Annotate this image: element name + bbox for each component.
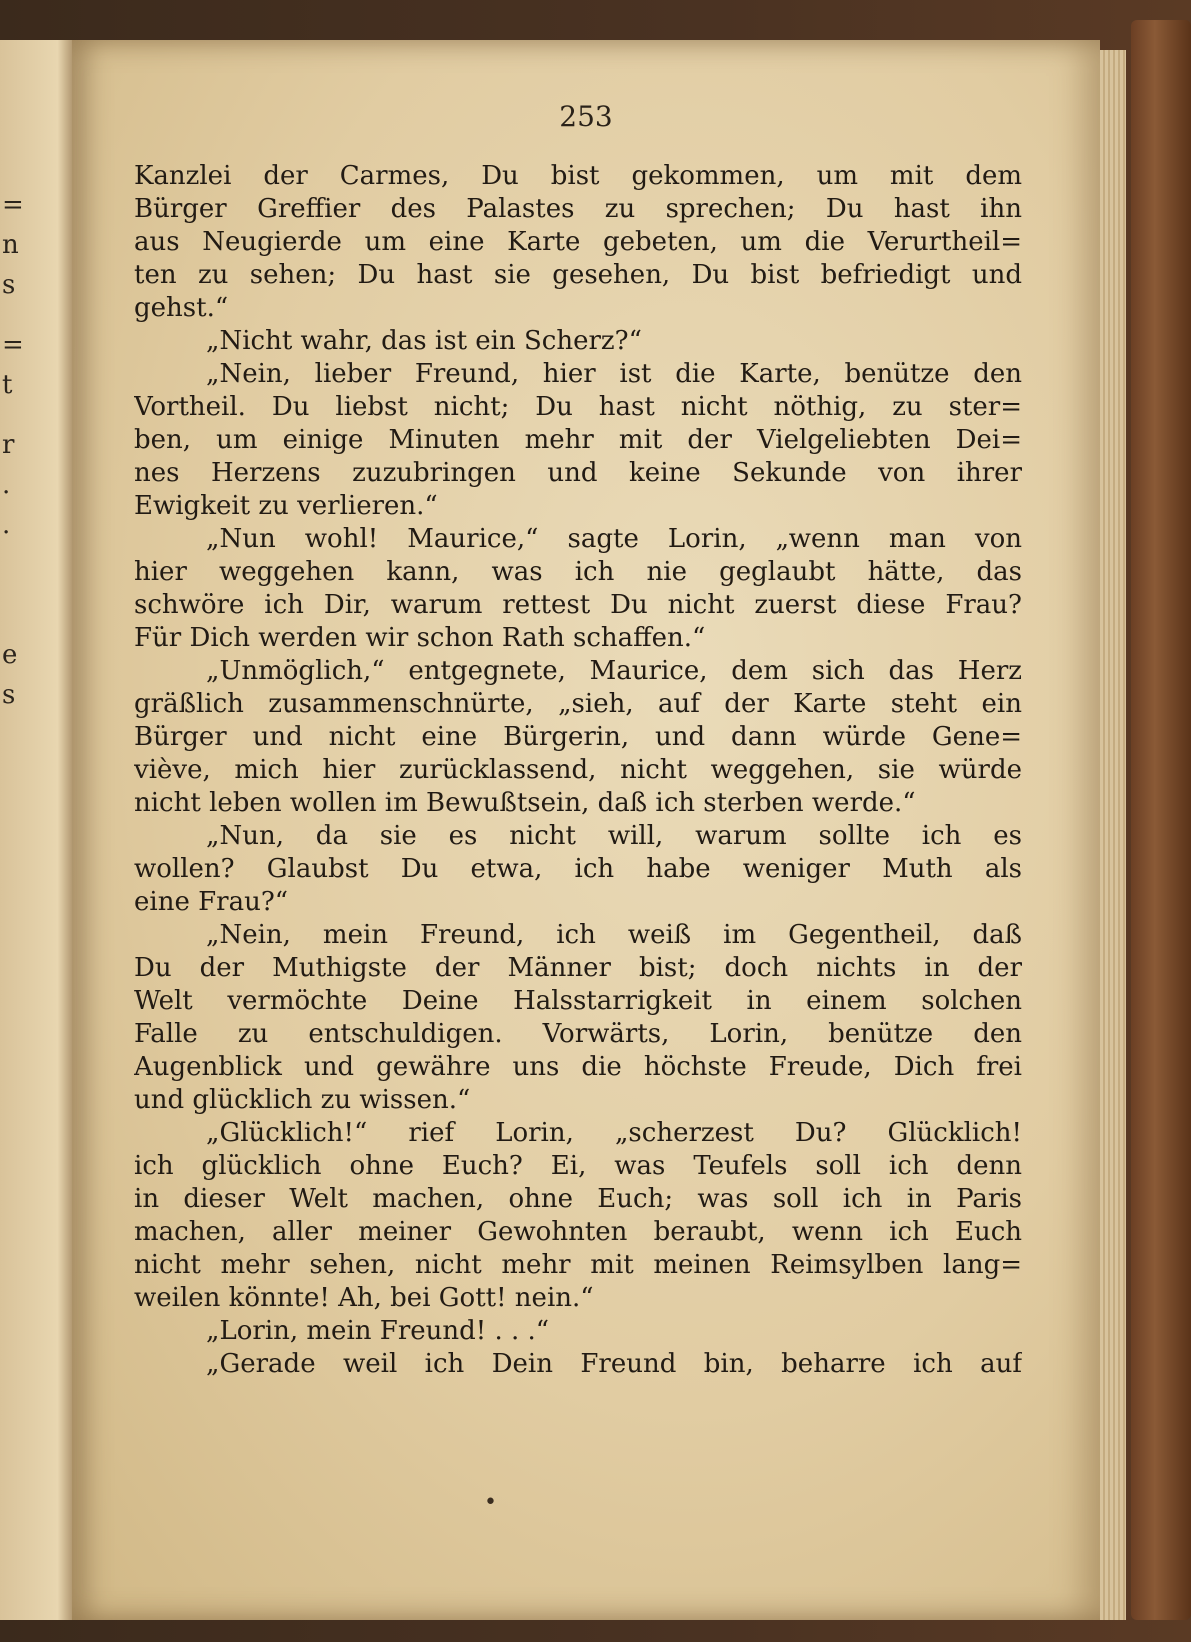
text-line: nes Herzens zuzubringen und keine Sekunde von ihrer [134, 458, 1022, 488]
text-line: hier weggehen kann, was ich nie geglaubt hätte, das [134, 557, 1022, 587]
text-line: Ewigkeit zu verlieren.“ [134, 491, 438, 521]
text-line: ich glücklich ohne Euch? Ei, was Teufels soll ich denn [134, 1151, 1022, 1181]
book-page [72, 40, 1100, 1620]
text-line: schwöre ich Dir, warum rettest Du nicht zuerst diese Frau? [134, 590, 1022, 620]
text-line: „Nein, lieber Freund, hier ist die Karte, benütze den [206, 359, 1022, 389]
left-page-fragment [0, 40, 72, 1620]
text-line: „Nun, da sie es nicht will, warum sollte ich es [206, 821, 1022, 851]
text-line: ben, um einige Minuten mehr mit der Vielgeliebten Dei= [134, 425, 1022, 455]
text-line: „Unmöglich,“ entgegnete, Maurice, dem sich das Herz [206, 656, 1022, 686]
ink-mark: • [484, 1490, 497, 1515]
text-line: Vortheil. Du liebst nicht; Du hast nicht nöthig, zu ster= [134, 392, 1022, 422]
text-line: ten zu sehen; Du hast sie gesehen, Du bist befriedigt und [134, 260, 1022, 290]
text-line: „Glücklich!“ rief Lorin, „scherzest Du? Glücklich! [206, 1118, 1022, 1148]
text-line: „Lorin, mein Freund! . . .“ [206, 1316, 550, 1346]
margin-fragment: . [2, 510, 11, 540]
text-line: gräßlich zusammenschnürte, „sieh, auf der Karte steht ein [134, 689, 1022, 719]
text-line: „Gerade weil ich Dein Freund bin, beharre ich auf [206, 1349, 1022, 1379]
text-line: wollen? Glaubst Du etwa, ich habe weniger Muth als [134, 854, 1022, 884]
book-cover-edge [1131, 20, 1191, 1620]
text-line: nicht leben wollen im Bewußtsein, daß ich sterben werde.“ [134, 788, 916, 818]
text-line: „Nein, mein Freund, ich weiß im Gegentheil, daß [206, 920, 1022, 950]
page-text [134, 160, 1022, 1381]
text-line: Welt vermöchte Deine Halsstarrigkeit in einem solchen [134, 986, 1022, 1016]
text-line: Für Dich werden wir schon Rath schaffen.“ [134, 623, 706, 653]
margin-fragment: . [2, 470, 11, 500]
text-line: „Nun wohl! Maurice,“ sagte Lorin, „wenn man von [206, 524, 1022, 554]
margin-fragment: r [2, 430, 15, 460]
text-line: Bürger Greffier des Palastes zu sprechen; Du hast ihn [134, 194, 1022, 224]
text-line: Bürger und nicht eine Bürgerin, und dann würde Gene= [134, 722, 1022, 752]
text-line: Du der Muthigste der Männer bist; doch nichts in der [134, 953, 1022, 983]
text-line: Augenblick und gewähre uns die höchste Freude, Dich frei [134, 1052, 1022, 1082]
margin-fragment: n [2, 230, 19, 260]
margin-fragment: t [2, 370, 13, 400]
margin-fragment: = [2, 330, 24, 360]
text-line: machen, aller meiner Gewohnten beraubt, wenn ich Euch [134, 1217, 1022, 1247]
text-line: weilen könnte! Ah, bei Gott! nein.“ [134, 1283, 594, 1313]
text-line: nicht mehr sehen, nicht mehr mit meinen Reimsylben lang= [134, 1250, 1022, 1280]
left-margin-fragments [2, 190, 32, 790]
text-line: eine Frau?“ [134, 887, 289, 917]
text-line: viève, mich hier zurücklassend, nicht weggehen, sie würde [134, 755, 1022, 785]
margin-fragment: s [2, 680, 16, 710]
text-line: „Nicht wahr, das ist ein Scherz?“ [206, 326, 642, 356]
text-line: in dieser Welt machen, ohne Euch; was soll ich in Paris [134, 1184, 1022, 1214]
margin-fragment: e [2, 640, 18, 670]
text-line: Kanzlei der Carmes, Du bist gekommen, um mit dem [134, 161, 1022, 191]
margin-fragment: s [2, 270, 16, 300]
text-line: gehst.“ [134, 293, 229, 323]
margin-fragment: = [2, 190, 24, 220]
page-number: 253 [559, 100, 613, 133]
text-line: aus Neugierde um eine Karte gebeten, um die Verurtheil= [134, 227, 1022, 257]
text-line: Falle zu entschuldigen. Vorwärts, Lorin, benütze den [134, 1019, 1022, 1049]
text-line: und glücklich zu wissen.“ [134, 1085, 471, 1115]
